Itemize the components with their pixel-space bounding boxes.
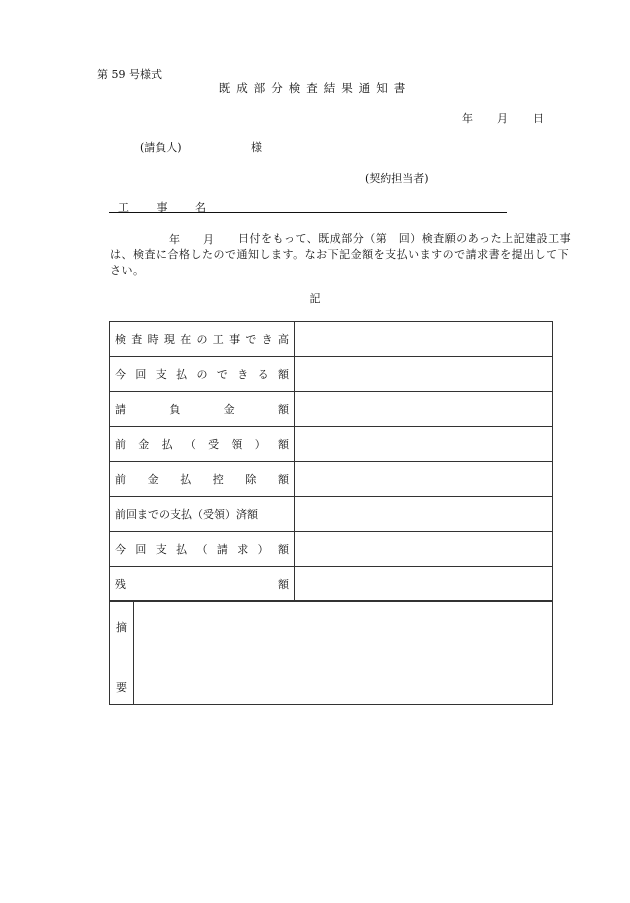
row-label-char: き	[237, 368, 249, 381]
row-label	[115, 576, 289, 592]
row-value-cell[interactable]	[295, 322, 553, 357]
remarks-box	[109, 600, 553, 705]
row-value-cell[interactable]	[295, 497, 553, 532]
row-label-char: き	[261, 333, 273, 346]
row-label-char: 支	[155, 368, 167, 381]
row-label	[115, 506, 289, 522]
row-label-char: 高	[277, 333, 289, 346]
row-label-char: 払	[161, 438, 173, 451]
notice-body-text	[110, 231, 572, 279]
row-label-cell	[110, 322, 295, 357]
body-month-label: 月	[203, 233, 214, 246]
row-label-char: 前回までの支払（受領）済額	[115, 508, 258, 521]
row-label-char: 領	[231, 438, 243, 451]
row-label-char: 払	[180, 473, 192, 486]
row-label	[115, 471, 289, 487]
row-label-char: 額	[278, 543, 289, 556]
project-name-line	[109, 212, 507, 213]
table-row	[110, 462, 553, 497]
ki-heading: 記	[309, 292, 321, 305]
date-month-label: 月	[497, 112, 508, 125]
row-label-char: 金	[147, 473, 159, 486]
row-label-char: 回	[135, 543, 147, 556]
row-value-cell[interactable]	[295, 462, 553, 497]
row-value-cell[interactable]	[295, 567, 553, 602]
row-label-char: 査	[131, 333, 143, 346]
row-label-char: 額	[278, 578, 289, 591]
row-label-char: 残	[115, 578, 126, 591]
row-label-char: 支	[155, 543, 167, 556]
row-label-cell	[110, 392, 295, 427]
row-label	[115, 401, 289, 417]
row-label-char: 今	[115, 543, 126, 556]
row-label-char: 事	[229, 333, 241, 346]
row-label-char: で	[216, 368, 228, 381]
row-label-char: 回	[135, 368, 147, 381]
table-row	[110, 497, 553, 532]
date-year-label: 年	[462, 112, 473, 125]
row-label-char: 控	[212, 473, 224, 486]
table-row	[110, 322, 553, 357]
row-label-cell	[110, 497, 295, 532]
row-label-char: 額	[278, 368, 289, 381]
honorific-label: 様	[251, 141, 262, 154]
table-row	[110, 357, 553, 392]
row-value-cell[interactable]	[295, 532, 553, 567]
table-row	[110, 427, 553, 462]
row-label-char: 請	[216, 543, 228, 556]
row-label-char: 額	[277, 403, 289, 416]
row-label-cell	[110, 567, 295, 602]
amount-table	[109, 321, 553, 602]
row-label-char: る	[257, 368, 269, 381]
row-label-cell	[110, 357, 295, 392]
row-label-char: 現	[163, 333, 175, 346]
row-label-char: 在	[180, 333, 192, 346]
row-label-char: 時	[147, 333, 159, 346]
row-label-char: 前	[115, 438, 126, 451]
row-label-char: 求	[237, 543, 249, 556]
row-label	[115, 541, 289, 557]
officer-label: (契約担当者)	[365, 172, 429, 185]
contractor-label: (請負人)	[140, 141, 182, 154]
row-label-char: 受	[208, 438, 220, 451]
row-label-cell	[110, 462, 295, 497]
row-label-char: 今	[115, 368, 126, 381]
row-label-char: （	[184, 438, 196, 451]
table-row	[110, 532, 553, 567]
notice-body-sentence: 日付をもって、既成部分（第 回）検査願のあった上記建設工事は、検査に合格したので通知します。なお下記金額を支払いますので請求書を提出して下さい。	[110, 232, 572, 277]
row-label-char: 負	[169, 403, 181, 416]
row-label-char: 工	[212, 333, 224, 346]
date-day-label: 日	[533, 112, 544, 125]
row-value-cell[interactable]	[295, 427, 553, 462]
remarks-char-2: 要	[116, 681, 127, 694]
row-label	[115, 331, 289, 347]
table-row	[110, 567, 553, 602]
row-label-char: （	[196, 543, 208, 556]
row-label-char: 金	[138, 438, 150, 451]
row-label-char: 検	[115, 333, 126, 346]
body-year-label: 年	[169, 233, 180, 246]
row-label-char: 額	[277, 473, 289, 486]
row-label-char: ）	[254, 438, 266, 451]
row-label-char: 前	[115, 473, 126, 486]
row-label	[115, 366, 289, 382]
row-label-char: ）	[257, 543, 269, 556]
row-label-char: 請	[115, 403, 126, 416]
document-title: 既成部分検査結果通知書	[218, 81, 412, 95]
project-name-label: 工 事 名	[118, 201, 218, 214]
row-label-char: で	[245, 333, 257, 346]
row-label-char: の	[196, 333, 208, 346]
form-number: 第 59 号様式	[97, 68, 162, 81]
row-value-cell[interactable]	[295, 357, 553, 392]
row-label-char: 払	[176, 368, 188, 381]
remarks-char-1: 摘	[116, 621, 127, 634]
row-label	[115, 436, 289, 452]
row-label-char: の	[196, 368, 208, 381]
row-label-cell	[110, 427, 295, 462]
row-label-cell	[110, 532, 295, 567]
row-label-char: 除	[245, 473, 257, 486]
row-label-char: 金	[223, 403, 235, 416]
table-row	[110, 392, 553, 427]
row-label-char: 額	[277, 438, 289, 451]
row-label-char: 払	[176, 543, 188, 556]
row-value-cell[interactable]	[295, 392, 553, 427]
